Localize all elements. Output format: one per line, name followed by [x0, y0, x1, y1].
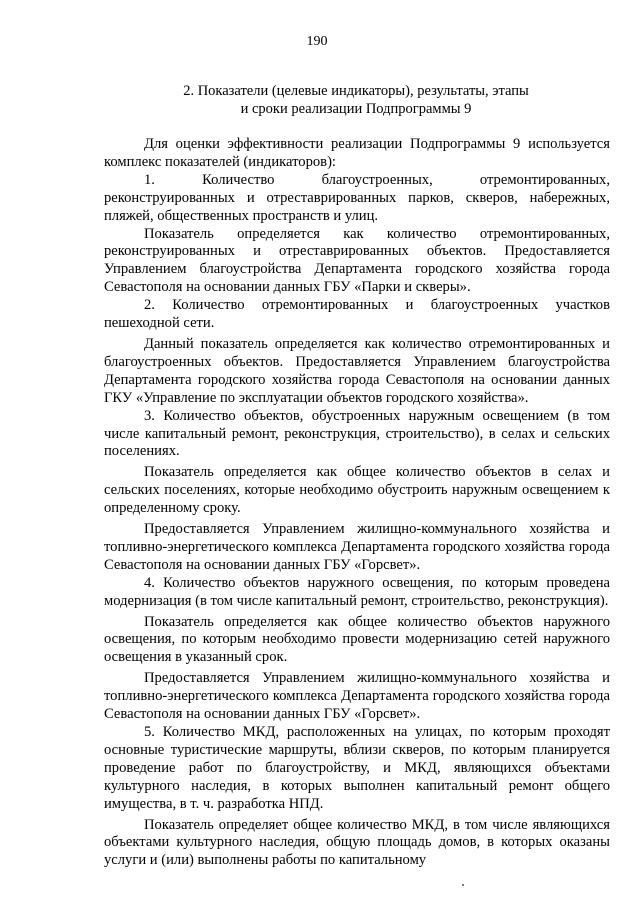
paragraph: 2. Количество отремонтированных и благоустроенных участков пешеходной сети. — [104, 297, 610, 332]
paragraph: 5. Количество МКД, расположенных на улицах, по которым проходят основные туристические маршруты, вблизи скверов, по которым планируется проведение работ по благоустройству, и МКД, являющихся объектами культурного наследия, в которых выполнен капитальный ремонт общего имущества, в т. ч. разработка НПД. — [104, 724, 610, 812]
paragraph: 1. Количество благоустроенных, отремонтированных, реконструированных и отреставрированных парков, скверов, набережных, пляжей, общественных пространств и улиц. — [104, 171, 610, 224]
scan-dot — [462, 884, 464, 886]
paragraph: Показатель определяется как общее количество объектов наружного освещения, по которым необходимо провести модернизацию сетей наружного освещения в указанный срок. — [104, 613, 610, 666]
paragraph: 3. Количество объектов, обустроенных наружным освещением (в том числе капитальный ремонт, реконструкция, строительство), в селах и сельских поселениях. — [104, 407, 610, 460]
section-heading-line: 2. Показатели (целевые индикаторы), результаты, этапы — [183, 83, 529, 99]
page-number: 190 — [306, 34, 328, 49]
paragraph: Данный показатель определяется как количество отремонтированных и благоустроенных объектов. Предоставляется Управлением благоустройства Департамента городского хозяйства города Севастополя на основании данных ГКУ «Управление по эксплуатации объектов городского хозяйства». — [104, 335, 610, 406]
section-heading-line: и сроки реализации Подпрограммы 9 — [240, 101, 472, 117]
paragraph: Для оценки эффективности реализации Подпрограммы 9 используется комплекс показателей (индикаторов): — [104, 136, 610, 170]
paragraph: Показатель определяет общее количество МКД, в том числе являющихся объектами культурного наследия, общую площадь домов, в которых оказаны услуги и (или) выполнены работы по капитальному — [104, 816, 610, 869]
paragraph: 4. Количество объектов наружного освещения, по которым проведена модернизация (в том числе капитальный ремонт, строительство, реконструкция). — [104, 574, 610, 609]
document-body — [104, 136, 610, 870]
paragraph: Показатель определяется как общее количество объектов в селах и сельских поселениях, которые необходимо обустроить наружным освещением к определенному сроку. — [104, 464, 610, 517]
paragraph: Предоставляется Управлением жилищно-коммунального хозяйства и топливно-энергетического комплекса Департамента городского хозяйства города Севастополя на основании данных ГБУ «Горсвет». — [104, 521, 610, 573]
paragraph: Показатель определяется как количество отремонтированных, реконструированных и отреставрированных объектов. Предоставляется Управлением благоустройства Департамента городского хозяйства города Севастополя на основании данных ГБУ «Парки и скверы». — [104, 225, 610, 296]
section-heading — [100, 82, 612, 118]
paragraph: Предоставляется Управлением жилищно-коммунального хозяйства и топливно-энергетического комплекса Департамента городского хозяйства города Севастополя на основании данных ГБУ «Горсвет». — [104, 670, 610, 723]
